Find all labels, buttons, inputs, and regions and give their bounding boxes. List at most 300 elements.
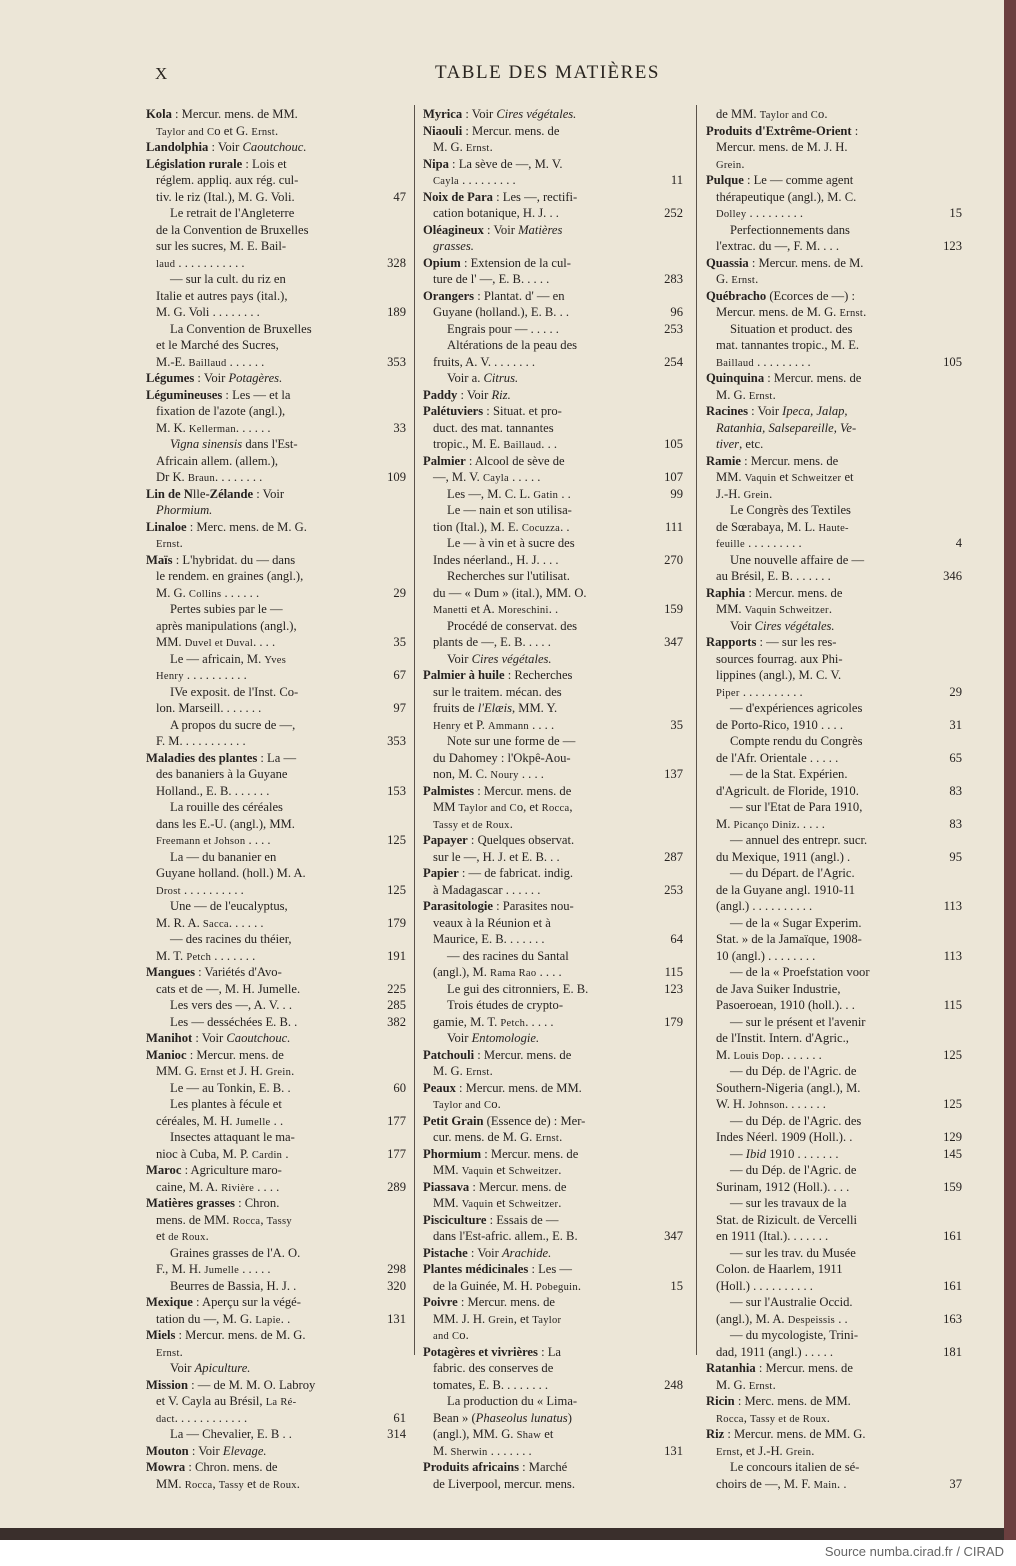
entry-text	[730, 222, 850, 239]
index-entry-line	[706, 1129, 962, 1146]
entry-segment: , etc.	[739, 437, 764, 451]
index-entry-line	[706, 1311, 962, 1328]
entry-text	[156, 189, 295, 206]
entry-text	[447, 502, 572, 519]
index-entry-line	[706, 915, 962, 932]
entry-text	[716, 997, 855, 1014]
entry-text	[433, 354, 535, 371]
entry-text	[146, 964, 282, 981]
entry-text	[423, 865, 573, 882]
page-ref: 153	[387, 783, 406, 798]
entry-segment: : Parasites nou-	[492, 899, 574, 913]
entry-segment: Parasitologie	[423, 899, 493, 913]
index-entry-line	[146, 519, 406, 536]
entry-segment: lle	[192, 486, 206, 501]
index-entry-line	[423, 205, 683, 222]
entry-segment: Ernst	[156, 539, 180, 550]
entry-segment: ,	[212, 1476, 219, 1491]
entry-segment: Ernst	[156, 1347, 180, 1359]
index-entry-line	[706, 1443, 962, 1460]
entry-text	[716, 436, 763, 453]
page-ref: 60	[393, 1080, 406, 1095]
index-entry-line	[706, 1393, 962, 1410]
index-entry-line	[423, 535, 683, 552]
entry-text	[706, 453, 838, 470]
entry-segment: ,	[743, 1410, 751, 1425]
entry-segment: et G.	[220, 123, 252, 138]
entry-segment: Taylor and C	[156, 126, 215, 138]
entry-segment: MM. G.	[156, 1064, 201, 1078]
entry-text	[423, 1344, 561, 1361]
index-entry-line	[423, 1030, 683, 1047]
index-entry-line	[146, 1113, 406, 1130]
index-entry-line	[146, 1410, 406, 1427]
page-ref: 287	[664, 849, 683, 864]
index-entry-line	[423, 1377, 683, 1394]
entry-segment: fixation de l'azote (angl.),	[156, 404, 286, 418]
entry-segment: . .	[270, 1113, 284, 1128]
entry-segment: et A.	[467, 602, 498, 616]
entry-segment: Voir	[170, 1361, 195, 1375]
entry-segment: Pistache	[423, 1245, 468, 1260]
entry-segment: de Liverpool, mercur. mens.	[433, 1476, 575, 1491]
index-entry-line	[706, 1047, 962, 1064]
entry-segment: .	[179, 536, 183, 550]
entry-text	[716, 651, 843, 668]
entry-segment: Sherwin	[450, 1446, 488, 1458]
index-entry-line	[146, 1162, 406, 1179]
entry-segment: dans l'Est-afric. allem., E. B.	[433, 1229, 578, 1243]
entry-segment: Les plantes à fécule et	[170, 1097, 282, 1111]
entry-segment: — sur les travaux de la	[730, 1196, 847, 1210]
entry-segment: (angl.), M.	[433, 965, 491, 979]
entry-text	[447, 733, 575, 750]
entry-segment: . . . . . . . .	[215, 470, 263, 484]
entry-segment: : Chron. mens. de	[185, 1460, 278, 1474]
entry-segment: Cires végétales.	[496, 107, 577, 121]
entry-segment: Oléagineux	[423, 222, 484, 237]
entry-text	[156, 700, 261, 717]
entry-segment: . . . . . . . . . .	[180, 882, 244, 897]
index-entry-line	[423, 486, 683, 503]
page-ref: 113	[943, 899, 962, 913]
entry-segment: Raphia	[706, 585, 746, 600]
entry-segment: .	[863, 305, 867, 319]
entry-segment: sur le —, H. J. et E. B. . .	[433, 849, 560, 864]
entry-text	[146, 139, 307, 156]
entry-segment: — du Dép. de l'Agric. de	[730, 1064, 857, 1078]
entry-text	[730, 700, 862, 717]
entry-segment: du — « Dum » (ital.), MM. O.	[433, 585, 587, 600]
entry-segment: Palmier à huile	[423, 668, 505, 682]
entry-segment: : Mercur. mens. de M. G.	[175, 1328, 306, 1342]
index-entry-line	[706, 1278, 962, 1295]
entry-segment: . . . . . . . . .	[744, 536, 802, 550]
index-entry-line	[146, 1179, 406, 1196]
entry-text	[716, 238, 839, 255]
entry-segment: Situation et product. des	[730, 321, 853, 336]
index-entry-line	[706, 1162, 962, 1179]
entry-text	[170, 1360, 250, 1377]
entry-segment: . . . . . .	[221, 585, 260, 600]
entry-segment: : Merc. mens. de M. G.	[186, 519, 307, 534]
entry-segment: Ernst	[716, 1446, 740, 1458]
page-ref: 67	[393, 668, 406, 682]
entry-text	[423, 1245, 551, 1262]
index-entry-line	[423, 139, 683, 156]
entry-segment: Trois études de crypto-	[447, 998, 564, 1012]
entry-segment: : Le — comme agent	[743, 173, 854, 187]
page-ref: 115	[664, 965, 683, 979]
index-entry-line	[146, 684, 406, 701]
page-ref: 123	[943, 239, 962, 253]
index-entry-line	[423, 1344, 683, 1361]
entry-segment: . . . . . . . . .	[746, 206, 804, 220]
entry-segment: Rocca	[232, 1215, 261, 1227]
index-entry-line	[423, 1443, 683, 1460]
entry-text	[730, 1162, 856, 1179]
entry-text	[423, 898, 574, 915]
entry-segment: .	[179, 1344, 183, 1359]
entry-segment: G.	[716, 272, 732, 286]
entry-text	[706, 1393, 851, 1410]
entry-segment: IV	[170, 684, 182, 699]
entry-segment: Produits africains	[423, 1460, 519, 1474]
entry-segment: : Alcool de sève de	[465, 453, 565, 468]
entry-segment: M.	[716, 1047, 734, 1062]
entry-segment: Tassy	[266, 1215, 292, 1227]
index-entry-line	[706, 420, 962, 437]
index-entry-line	[706, 568, 962, 585]
entry-segment: Sacca	[202, 918, 229, 930]
entry-text	[706, 255, 863, 272]
entry-segment: (Essence de) : Mer-	[483, 1113, 586, 1128]
entry-segment: e	[181, 684, 188, 699]
entry-segment: Une nouvelle affaire de —	[730, 552, 865, 567]
entry-segment: au Brésil, E. B. . . . . . .	[716, 569, 831, 583]
index-entry-line	[706, 453, 962, 470]
entry-text	[170, 436, 298, 453]
entry-segment: Arachide.	[501, 1245, 552, 1260]
entry-segment: Le — nain et son utilisa-	[447, 503, 572, 517]
entry-segment: .	[558, 1163, 562, 1177]
entry-segment: Palétuviers	[423, 404, 484, 418]
index-entry-line	[706, 1113, 962, 1130]
entry-text	[706, 1426, 866, 1443]
entry-text	[170, 849, 276, 866]
index-entry-line	[706, 238, 962, 255]
index-entry-line	[423, 321, 683, 338]
entry-text	[706, 288, 855, 305]
entry-segment: Cires végétales.	[471, 651, 552, 666]
entry-segment: M. G.	[156, 585, 189, 600]
entry-segment: Citrus.	[483, 371, 519, 385]
entry-segment: M. G.	[716, 1377, 749, 1392]
entry-segment: Schweitzer	[791, 473, 842, 484]
entry-segment: et P.	[460, 717, 489, 732]
index-entry-line	[423, 255, 683, 272]
entry-segment: fruits, A. V. . . . . . . .	[433, 354, 536, 369]
index-entry-line	[423, 733, 683, 750]
entry-segment: choirs de —, M. F.	[716, 1476, 814, 1491]
entry-segment: Le concours italien de sé-	[730, 1460, 860, 1474]
entry-segment: Produits d'Extrême-Orient	[706, 123, 852, 138]
index-entry-line	[706, 469, 962, 486]
entry-text	[716, 1212, 857, 1229]
index-entry-line	[706, 684, 962, 701]
entry-segment: . . . .	[518, 767, 544, 781]
index-entry-line	[423, 684, 683, 701]
index-entry-line	[146, 766, 406, 783]
entry-segment: — de la Stat. Expérien.	[730, 767, 848, 781]
index-entry-line	[706, 601, 962, 618]
index-entry-line	[706, 585, 962, 602]
entry-segment: Petit Grain	[423, 1113, 484, 1128]
index-entry-line	[706, 1228, 962, 1245]
entry-segment: Riz.	[491, 387, 511, 402]
entry-text	[146, 552, 295, 569]
entry-segment: o	[818, 107, 825, 121]
entry-segment: Grein	[265, 1067, 292, 1078]
entry-segment: : — sur les res-	[756, 635, 837, 649]
index-entry-line	[423, 1096, 683, 1113]
page-ref: 31	[949, 717, 962, 732]
index-entry-line	[146, 700, 406, 717]
entry-segment: Voir	[447, 1031, 472, 1045]
entry-text	[716, 717, 843, 734]
entry-segment: .	[826, 1410, 830, 1425]
index-entry-line	[146, 1278, 406, 1295]
index-entry-line	[146, 717, 406, 734]
entry-text	[716, 1228, 828, 1245]
index-entry-line	[423, 370, 683, 387]
index-entry-line	[146, 1047, 406, 1064]
index-entry-line	[423, 1327, 683, 1344]
index-entry-line	[706, 172, 962, 189]
entry-segment: Le Congrès des Textiles	[730, 503, 851, 517]
index-entry-line	[146, 634, 406, 651]
entry-segment: tiver	[716, 437, 740, 451]
entry-text	[156, 1476, 300, 1495]
entry-segment: M. G. Voli . . . . . . . .	[156, 305, 260, 319]
index-entry-line	[706, 1179, 962, 1196]
entry-text	[156, 766, 287, 783]
index-entry-line	[423, 387, 683, 404]
entry-text	[730, 618, 835, 635]
index-entry-line	[423, 1047, 683, 1064]
entry-text	[156, 618, 297, 635]
entry-segment: (angl.), MM. G.	[433, 1427, 517, 1441]
index-entry-line	[423, 1129, 683, 1146]
entry-segment: Shaw	[516, 1430, 542, 1441]
index-entry-line	[146, 337, 406, 354]
index-entry-line	[706, 1377, 962, 1394]
entry-segment: Mercur. mens. de M. J. H.	[716, 140, 848, 154]
index-entry-line	[423, 651, 683, 668]
page-ref: 181	[943, 1344, 962, 1359]
page-ref: 163	[943, 1311, 962, 1326]
index-entry-line	[146, 1393, 406, 1410]
page-ref: 253	[664, 321, 683, 336]
entry-segment: : Voir	[467, 1245, 502, 1260]
entry-segment: — sur l'Australie Occid.	[730, 1295, 853, 1309]
entry-segment: Rama Rao	[490, 968, 537, 979]
page-ref: 159	[943, 1179, 962, 1194]
entry-text	[156, 816, 295, 833]
index-entry-line	[706, 1426, 962, 1443]
page-ref: 347	[664, 1229, 683, 1243]
page-ref: 95	[949, 849, 962, 864]
entry-text	[433, 882, 540, 899]
entry-text	[433, 700, 557, 717]
entry-text	[423, 1080, 582, 1097]
entry-segment: : Les —, rectifi-	[492, 189, 578, 204]
index-entry-line	[423, 1179, 683, 1196]
entry-text	[156, 568, 303, 585]
entry-text	[156, 783, 269, 800]
page-ref: 125	[387, 882, 406, 897]
index-entry-line	[423, 1261, 683, 1278]
entry-text	[716, 981, 841, 998]
index-entry-line	[706, 1096, 962, 1113]
index-entry-line	[146, 436, 406, 453]
entry-text	[423, 1047, 571, 1064]
index-entry-line	[423, 502, 683, 519]
entry-segment: Les —, M. C. L.	[447, 486, 534, 501]
entry-text	[423, 1113, 585, 1130]
entry-segment: : Mercur. mens. de	[469, 1179, 567, 1194]
entry-text	[423, 123, 559, 140]
page-ref: 285	[387, 998, 406, 1012]
entry-segment: Palmier	[423, 453, 466, 468]
entry-text	[730, 733, 863, 750]
entry-segment: Mangues	[146, 965, 195, 979]
entry-segment: Ratanhia, Salsepareille, Ve-	[716, 420, 857, 435]
entry-segment: : Mercur. mens. de	[745, 585, 843, 600]
index-entry-line	[146, 189, 406, 206]
entry-text	[423, 156, 562, 173]
entry-segment: Voir	[447, 651, 472, 666]
entry-text	[433, 304, 569, 321]
page-ref: 145	[943, 1146, 962, 1161]
entry-text	[716, 139, 848, 156]
entry-segment: Guyane (holland.), E. B. . .	[433, 305, 570, 319]
entry-segment: : Mercur. mens. de	[740, 453, 839, 468]
entry-segment: Peaux	[423, 1080, 456, 1095]
entry-segment: : Mercur. mens. de	[457, 1295, 555, 1309]
entry-segment: Mission	[146, 1377, 188, 1392]
entry-segment: Freemann et Johson	[156, 836, 246, 847]
page-ref: 314	[387, 1427, 406, 1441]
entry-segment: : Mercur. mens. de MM.	[455, 1080, 582, 1095]
entry-segment: et le Marché des Sucres,	[156, 338, 279, 352]
entry-segment: Despeissis	[787, 1314, 836, 1326]
index-entry-line	[423, 832, 683, 849]
entry-segment: La Ré-	[265, 1397, 297, 1408]
index-entry-line	[706, 618, 962, 635]
entry-segment: . .	[558, 486, 571, 501]
entry-segment: M. G.	[433, 1064, 466, 1078]
index-entry-line	[706, 354, 962, 371]
page-ref: 96	[670, 305, 683, 319]
entry-segment: — du Dép. de l'Agric. de	[730, 1163, 857, 1177]
index-entry-line	[706, 436, 962, 453]
entry-segment: .	[828, 602, 832, 616]
entry-segment: Le retrait de l'Angleterre	[170, 206, 295, 220]
index-entry-line	[423, 783, 683, 800]
index-entry-line	[706, 552, 962, 569]
entry-text	[730, 766, 848, 783]
entry-segment: Ibid	[745, 1146, 767, 1161]
entry-text	[716, 667, 841, 684]
entry-segment: tiv. le riz (Ital.), M. G. Voli.	[156, 189, 295, 204]
entry-segment: à Madagascar . . . . . .	[433, 882, 541, 897]
entry-segment: Ammann	[488, 720, 529, 732]
entry-segment: : Plantat. d' — en	[474, 288, 565, 303]
index-entry-line	[146, 453, 406, 470]
entry-segment: — des racines du théier,	[170, 932, 292, 946]
entry-segment: Papier	[423, 866, 459, 880]
entry-segment: de la Guyane angl. 1910-11	[716, 882, 856, 897]
index-entry-line	[423, 469, 683, 486]
index-entry-line	[146, 1195, 406, 1212]
entry-text	[146, 1047, 284, 1064]
entry-text	[716, 1344, 833, 1361]
entry-segment: Le gui des citronniers, E. B.	[447, 981, 589, 996]
index-entry-line	[706, 948, 962, 965]
entry-segment: caine, M. A.	[156, 1179, 222, 1194]
entry-segment: . . . . . . .	[780, 1047, 822, 1062]
entry-segment: MM.	[156, 1476, 185, 1491]
entry-segment: Taylor and C	[759, 110, 819, 121]
entry-segment: A propos du sucre de —,	[170, 717, 296, 732]
index-entry-line	[706, 700, 962, 717]
index-entry-line	[423, 519, 683, 536]
entry-segment: Ernst	[465, 143, 490, 154]
entry-segment: Québracho	[706, 288, 767, 303]
entry-segment: : Voir	[483, 222, 519, 237]
entry-segment: . . . .	[528, 717, 555, 732]
entry-segment: nioc à Cuba, M. P.	[156, 1146, 252, 1161]
index-entry-line	[146, 997, 406, 1014]
entry-segment: Rapports	[706, 635, 757, 649]
entry-segment: Pobeguin	[535, 1281, 578, 1293]
index-entry-line	[146, 964, 406, 981]
index-entry-line	[706, 1245, 962, 1262]
entry-text	[447, 535, 575, 552]
footer	[0, 1540, 1016, 1566]
page-ref: 189	[387, 305, 406, 319]
index-entry-line	[146, 882, 406, 899]
entry-segment: céréales, M. H.	[156, 1113, 236, 1128]
entry-segment: Ernst	[731, 275, 756, 286]
entry-text	[146, 1195, 279, 1212]
entry-segment: Braun	[187, 473, 216, 484]
entry-text	[433, 205, 559, 222]
entry-segment: 1910 . . . . . . .	[766, 1146, 839, 1161]
entry-segment: grasses.	[433, 239, 474, 253]
entry-text	[423, 387, 511, 404]
entry-segment: Potagères.	[228, 371, 283, 385]
index-entry-line	[423, 717, 683, 734]
index-entry-line	[423, 634, 683, 651]
entry-segment: : Voir	[192, 1031, 227, 1045]
index-entry-line	[423, 1360, 683, 1377]
entry-segment: Elevage.	[222, 1443, 267, 1458]
entry-segment: Cayla	[433, 176, 459, 187]
entry-segment: Ernst	[200, 1067, 224, 1078]
entry-text	[156, 238, 286, 255]
